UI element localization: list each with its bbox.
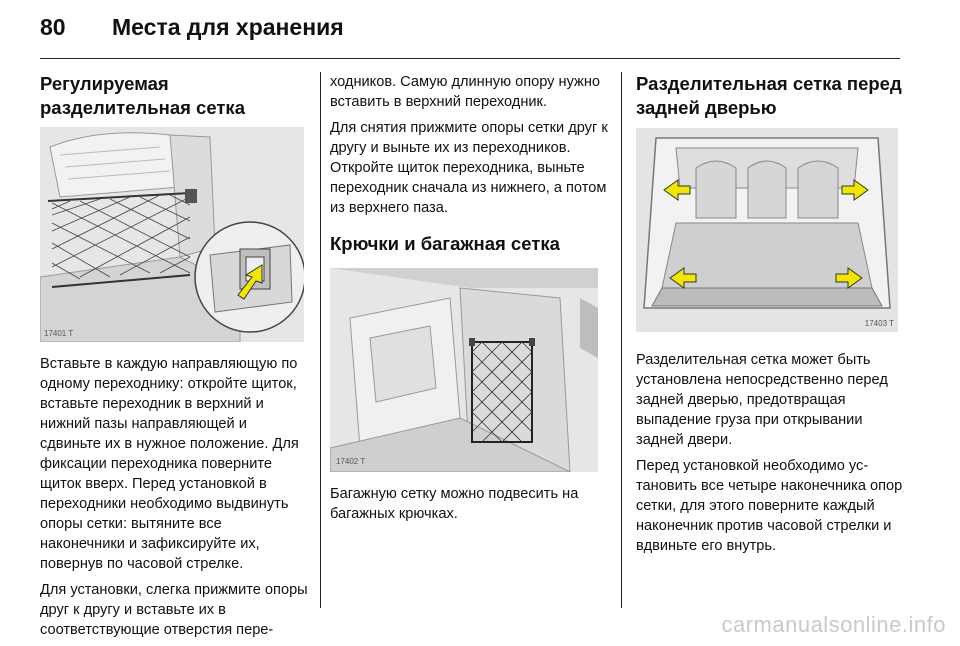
header-rule bbox=[40, 58, 900, 59]
illustration-net-adapter bbox=[40, 127, 304, 342]
column-1 bbox=[40, 72, 308, 646]
section-heading-adjustable-net bbox=[40, 72, 308, 120]
figure-tailgate-net bbox=[636, 128, 898, 332]
paragraph: Для снятия прижмите опоры сетки друг к другу и выньте их из переходников. Откройте щиток переходника, выньте переходник сначала из нижнего, а потом из верхнего паза. bbox=[330, 120, 608, 216]
figure-id: 17401 T bbox=[44, 329, 74, 338]
figure-adjustable-net bbox=[40, 127, 304, 342]
section-heading-hooks: Крючки и багажная сетка bbox=[330, 233, 560, 254]
illustration-cargo-net bbox=[330, 268, 598, 472]
paragraph: Перед установкой необходимо установить все четыре наконечника опор сетки, для этого поверните каждый наконечник против часовой стрелки и вдвиньте его внутрь. bbox=[636, 458, 903, 554]
paragraph: Для установки, слегка прижмите опоры друг к другу и вставьте их в соответствующие отверстия пере- bbox=[40, 582, 308, 638]
heading-line-2: задней дверью bbox=[636, 97, 777, 118]
paragraph: Вставьте в каждую направляющую по одному переходнику: откройте щиток, вставьте переходник в верхний и нижний пазы направляющей и сдвиньте их в нужное положение. Для фиксации переходника поверните щиток вверх. Перед установкой в переходники необходимо выдвинуть опоры сетки: вытяните все наконечники и зафиксируйте их, повернув по часовой стрелке. bbox=[40, 356, 299, 572]
column-divider-2 bbox=[621, 72, 622, 608]
heading-line-1: Регулируемая bbox=[40, 73, 169, 94]
illustration-trunk-rear-view bbox=[636, 128, 898, 332]
paragraph: Разделительная сетка может быть установлена непосредственно перед задней дверью, предотвращая выпадение груза при открывании задней двери. bbox=[636, 352, 888, 448]
page-title: Места для хранения bbox=[112, 14, 344, 40]
heading-line-1: Разделительная сетка перед bbox=[636, 73, 902, 94]
caption: Багажную сетку можно подвесить на багажных крючках. bbox=[330, 486, 579, 522]
section-heading-tailgate-net bbox=[636, 72, 904, 120]
figure-id: 17402 T bbox=[336, 457, 366, 466]
column-divider-1 bbox=[320, 72, 321, 608]
watermark: carmanualsonline.info bbox=[721, 612, 946, 637]
page-number: 80 bbox=[40, 14, 66, 40]
figure-hooks-net bbox=[330, 268, 598, 472]
figure-id: 17403 T bbox=[864, 319, 894, 328]
column-2 bbox=[330, 72, 608, 530]
column-3 bbox=[636, 72, 904, 562]
page-header bbox=[40, 14, 344, 48]
heading-line-2: разделительная сетка bbox=[40, 97, 245, 118]
paragraph: ходников. Самую длинную опору нужно вставить в верхний переходник. bbox=[330, 74, 600, 110]
